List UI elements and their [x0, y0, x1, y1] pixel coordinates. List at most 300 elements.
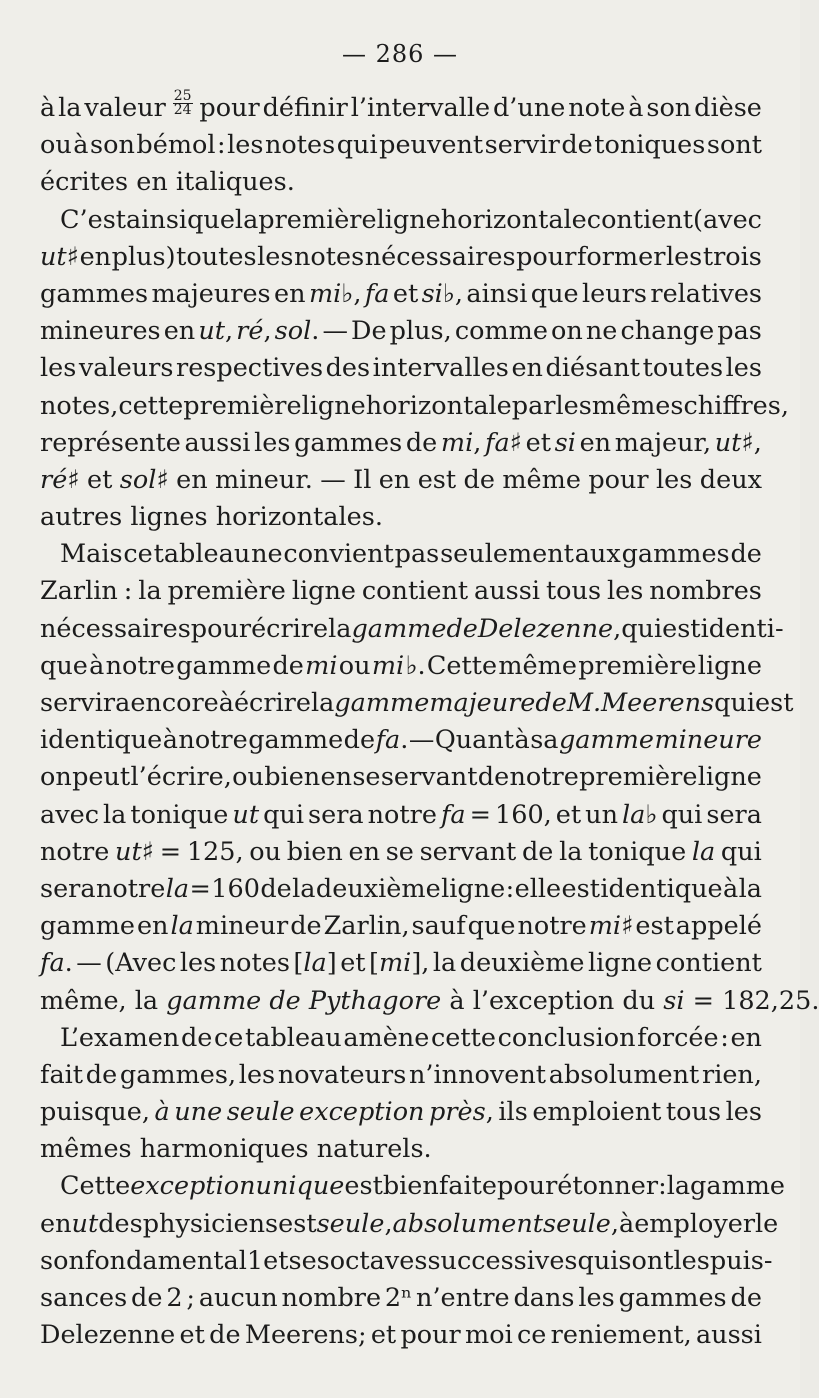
word	[216, 502, 383, 532]
word	[658, 1168, 667, 1205]
text: puis-	[709, 1245, 773, 1276]
word	[89, 648, 104, 685]
word	[180, 1317, 205, 1354]
italic-text: fa	[40, 948, 65, 979]
text: de	[463, 464, 495, 495]
text: C’est	[60, 204, 127, 235]
word	[579, 759, 697, 796]
word	[390, 313, 452, 350]
text: son	[90, 130, 135, 161]
word	[257, 239, 293, 276]
text: servant	[380, 762, 478, 793]
text: gamme	[690, 1171, 786, 1202]
word	[707, 127, 762, 164]
text: 2	[166, 1283, 183, 1313]
word	[40, 759, 72, 796]
text-line	[40, 685, 794, 722]
text: est	[278, 1208, 317, 1239]
word	[123, 536, 152, 573]
word	[40, 685, 130, 722]
word	[650, 276, 762, 313]
text: mineures	[40, 316, 161, 347]
text: contient	[586, 204, 694, 235]
word	[557, 1168, 658, 1205]
word	[263, 90, 348, 127]
text: notes	[219, 948, 290, 979]
word	[543, 1206, 619, 1243]
word	[227, 1094, 295, 1131]
word	[710, 1243, 773, 1280]
fraction-denominator: 24	[173, 102, 192, 118]
text: naturels.	[316, 1134, 432, 1165]
word	[435, 722, 514, 759]
word	[622, 986, 655, 1016]
text: l’exception	[472, 985, 615, 1016]
word	[588, 945, 652, 982]
word	[663, 986, 684, 1016]
text: cette	[118, 390, 184, 421]
italic-text: seule	[226, 1097, 295, 1128]
word	[365, 239, 516, 276]
text: ou	[249, 836, 282, 867]
text: .	[417, 650, 426, 681]
text: Mais	[60, 539, 123, 570]
italic-text: de	[535, 688, 567, 718]
word	[559, 834, 582, 871]
word	[628, 90, 643, 127]
text: les	[179, 948, 217, 979]
page-number: — 286 —	[341, 40, 459, 68]
word	[429, 685, 535, 722]
word	[166, 871, 189, 908]
word	[235, 202, 258, 239]
text: puisque,	[40, 1097, 150, 1128]
word	[600, 871, 722, 908]
word	[215, 462, 313, 499]
word	[662, 611, 700, 648]
word	[317, 1134, 432, 1164]
text: notes	[265, 130, 336, 161]
text: nécessaires	[364, 241, 516, 272]
italic-text: ♭	[405, 650, 418, 681]
word	[620, 313, 714, 350]
word	[353, 462, 371, 499]
text: même	[498, 650, 577, 681]
word	[40, 986, 127, 1016]
word	[362, 573, 468, 610]
word	[140, 1134, 309, 1164]
text: ligne	[376, 204, 441, 235]
word	[326, 350, 371, 387]
text: fait	[40, 1059, 84, 1090]
word	[516, 239, 576, 276]
text: aussi	[474, 576, 541, 607]
text: convient	[283, 539, 394, 570]
text: est	[662, 613, 701, 644]
text: tous	[665, 1097, 722, 1128]
word	[470, 797, 491, 834]
word	[118, 388, 183, 425]
word	[181, 1020, 212, 1057]
text: pour	[496, 1171, 558, 1202]
word	[176, 239, 256, 276]
text: en	[511, 353, 543, 384]
word	[619, 1206, 634, 1243]
text: ligne	[588, 948, 653, 979]
text: de	[180, 1022, 213, 1053]
word	[637, 1020, 718, 1057]
word	[254, 425, 290, 462]
text-line	[40, 1057, 762, 1094]
word	[186, 1280, 195, 1317]
word	[409, 722, 435, 759]
word	[251, 536, 283, 573]
word	[292, 871, 315, 908]
word	[622, 797, 657, 834]
word	[126, 202, 187, 239]
word	[130, 685, 218, 722]
text: toniques	[594, 130, 706, 161]
text: pas	[717, 316, 762, 347]
italic-text: ut	[71, 1208, 99, 1239]
text: nombre	[281, 1283, 382, 1313]
text: ligne	[697, 650, 762, 681]
text: diésant	[545, 353, 641, 384]
text-line	[40, 127, 762, 164]
text: De	[351, 316, 387, 347]
word	[578, 648, 696, 685]
word	[666, 1094, 721, 1131]
text: gamme	[248, 725, 344, 756]
italic-text: Delezenne	[477, 613, 614, 644]
word	[163, 722, 178, 759]
word	[130, 797, 228, 834]
text: :	[217, 130, 226, 161]
word	[377, 202, 441, 239]
text: première	[167, 576, 286, 607]
word	[154, 1094, 169, 1131]
text: première	[579, 762, 698, 793]
word	[58, 90, 81, 127]
text: à	[628, 93, 644, 123]
word	[587, 202, 693, 239]
text: tonique	[588, 836, 687, 867]
text: mineur.	[215, 464, 313, 495]
text: ligne	[441, 873, 506, 904]
text: les	[555, 390, 592, 421]
text-line	[40, 164, 762, 201]
word	[40, 127, 72, 164]
text: :	[123, 576, 133, 607]
text: ils	[498, 1097, 528, 1128]
text: définir	[262, 93, 348, 123]
word	[405, 648, 425, 685]
text: valeurs	[78, 353, 174, 384]
word	[60, 1168, 130, 1205]
text-line	[40, 499, 762, 536]
word	[485, 127, 560, 164]
text: bien	[264, 762, 321, 793]
text: la	[559, 836, 583, 867]
word	[60, 202, 126, 239]
text: en	[136, 911, 169, 942]
text: à	[723, 873, 739, 904]
word	[348, 834, 380, 871]
italic-text: la	[170, 911, 194, 942]
word	[176, 648, 271, 685]
word	[676, 908, 762, 945]
text: est	[561, 873, 600, 904]
word	[578, 1243, 619, 1280]
text: (avec	[693, 204, 762, 235]
word	[120, 462, 169, 499]
word	[232, 759, 264, 796]
text: ,	[263, 316, 272, 347]
text: change	[620, 316, 715, 347]
word	[40, 276, 148, 313]
word	[40, 90, 55, 127]
word	[643, 350, 723, 387]
word	[513, 1280, 574, 1317]
text: est	[344, 1171, 383, 1202]
text: tableau	[153, 539, 251, 570]
word	[344, 1168, 382, 1205]
word	[706, 797, 762, 834]
text: comme	[454, 316, 548, 347]
italic-text: près	[429, 1097, 486, 1128]
word	[698, 648, 762, 685]
text: gammes	[40, 278, 149, 309]
text: plus,	[389, 316, 452, 347]
text: à	[162, 725, 178, 756]
text: conclusion	[497, 1022, 636, 1053]
word	[478, 759, 509, 796]
italic-text: fa♯	[485, 427, 523, 458]
text: et	[555, 799, 582, 830]
word	[166, 1280, 182, 1317]
text: en	[176, 464, 208, 495]
word	[455, 313, 548, 350]
text-line	[40, 983, 819, 1020]
text: —	[320, 464, 346, 495]
text-line	[40, 388, 789, 425]
text: leurs	[582, 278, 647, 309]
text: et	[370, 1320, 397, 1351]
word	[245, 1317, 367, 1354]
text-line	[40, 1020, 762, 1057]
text: les	[257, 241, 294, 272]
text: ,	[384, 1208, 393, 1239]
text: .	[311, 316, 320, 347]
word	[84, 90, 165, 127]
word	[667, 1168, 690, 1205]
text: la	[738, 873, 762, 904]
text: sont	[618, 1245, 674, 1276]
word	[334, 685, 429, 722]
text-line	[40, 90, 762, 127]
word	[340, 945, 365, 982]
text: ou	[40, 130, 72, 161]
text-line	[40, 797, 762, 834]
text: ,	[485, 1097, 494, 1128]
word	[427, 648, 497, 685]
word	[460, 945, 585, 982]
text: des	[98, 1208, 143, 1239]
italic-text: gamme	[166, 985, 262, 1016]
word	[278, 1206, 316, 1243]
word	[351, 313, 387, 350]
text: harmoniques	[139, 1134, 309, 1165]
text: en	[136, 167, 168, 198]
text: trois	[702, 241, 762, 272]
word	[275, 313, 320, 350]
text: les	[656, 464, 693, 495]
word	[294, 239, 364, 276]
word	[130, 759, 231, 796]
text-line	[40, 276, 762, 313]
word	[40, 350, 76, 387]
text: note	[568, 93, 626, 123]
word	[409, 1057, 546, 1094]
word	[258, 202, 376, 239]
word	[531, 276, 579, 313]
word	[98, 1206, 143, 1243]
word	[164, 313, 196, 350]
word	[264, 759, 320, 796]
word	[433, 945, 456, 982]
word	[532, 1094, 661, 1131]
word	[694, 90, 762, 127]
text: de	[561, 130, 593, 161]
word	[309, 276, 361, 313]
text: de	[730, 539, 762, 570]
text: en	[79, 241, 112, 272]
word	[330, 1243, 428, 1280]
word	[73, 127, 88, 164]
word	[187, 834, 244, 871]
text: n’entre	[416, 1283, 510, 1313]
text: successives	[427, 1245, 578, 1276]
word	[386, 834, 414, 871]
word	[698, 759, 762, 796]
text: en	[730, 1022, 762, 1053]
text: en	[320, 762, 353, 793]
word	[683, 388, 788, 425]
text: servant	[419, 836, 517, 867]
word	[441, 425, 481, 462]
word	[209, 1317, 240, 1354]
text: la	[328, 613, 352, 644]
text: deuxième	[459, 948, 585, 979]
text-line	[40, 871, 762, 908]
italic-text: ré	[236, 316, 264, 347]
word	[635, 908, 673, 945]
text: :	[658, 1171, 667, 1202]
italic-text: la	[165, 873, 190, 904]
word	[607, 573, 643, 610]
word	[693, 202, 762, 239]
text: encore	[130, 688, 219, 718]
text: de	[343, 725, 376, 756]
word	[588, 462, 648, 499]
word	[556, 797, 581, 834]
text: on	[551, 316, 583, 347]
word	[522, 834, 553, 871]
word	[283, 536, 393, 573]
text: valeur	[84, 93, 166, 123]
italic-text: une	[174, 1097, 223, 1128]
text: la	[103, 799, 127, 830]
word	[365, 276, 390, 313]
word	[634, 1206, 755, 1243]
word	[72, 1206, 99, 1243]
word	[344, 722, 375, 759]
word	[730, 536, 761, 573]
word	[379, 462, 411, 499]
text: sera	[308, 799, 364, 830]
word	[416, 1280, 510, 1317]
word	[274, 276, 306, 313]
text: de	[290, 911, 322, 942]
word	[214, 1020, 243, 1057]
text: qui	[577, 1245, 619, 1276]
word	[619, 1280, 727, 1317]
word	[567, 685, 601, 722]
word	[464, 462, 495, 499]
word	[198, 313, 233, 350]
text: se	[352, 762, 381, 793]
text: servira	[40, 688, 131, 718]
text: de	[521, 836, 554, 867]
italic-text: unique	[255, 1171, 345, 1202]
word	[234, 685, 311, 722]
word	[646, 90, 691, 127]
word	[290, 908, 321, 945]
word	[400, 1317, 460, 1354]
word	[723, 871, 738, 908]
text: fondamental	[84, 1245, 247, 1276]
word	[40, 648, 88, 685]
text: peuvent	[379, 130, 484, 161]
text: faite	[438, 1171, 497, 1202]
word	[130, 1168, 255, 1205]
word	[189, 871, 210, 908]
text-line	[40, 536, 762, 573]
word	[339, 648, 371, 685]
text: absolument	[548, 1059, 700, 1090]
word	[372, 648, 404, 685]
word	[515, 871, 562, 908]
word	[96, 871, 165, 908]
word	[692, 834, 715, 871]
word	[696, 1317, 762, 1354]
text-line	[40, 1317, 762, 1354]
word	[328, 611, 351, 648]
text: le	[755, 1208, 779, 1239]
text: les	[606, 576, 644, 607]
text: cette	[430, 1022, 496, 1053]
text: et	[525, 427, 552, 458]
text: ]	[326, 948, 337, 979]
text: seulement	[440, 539, 574, 570]
word	[180, 945, 216, 982]
word	[103, 797, 126, 834]
text-line	[40, 573, 762, 610]
word	[714, 685, 755, 722]
word	[515, 722, 530, 759]
text: la	[310, 688, 335, 718]
text-line	[40, 350, 762, 387]
